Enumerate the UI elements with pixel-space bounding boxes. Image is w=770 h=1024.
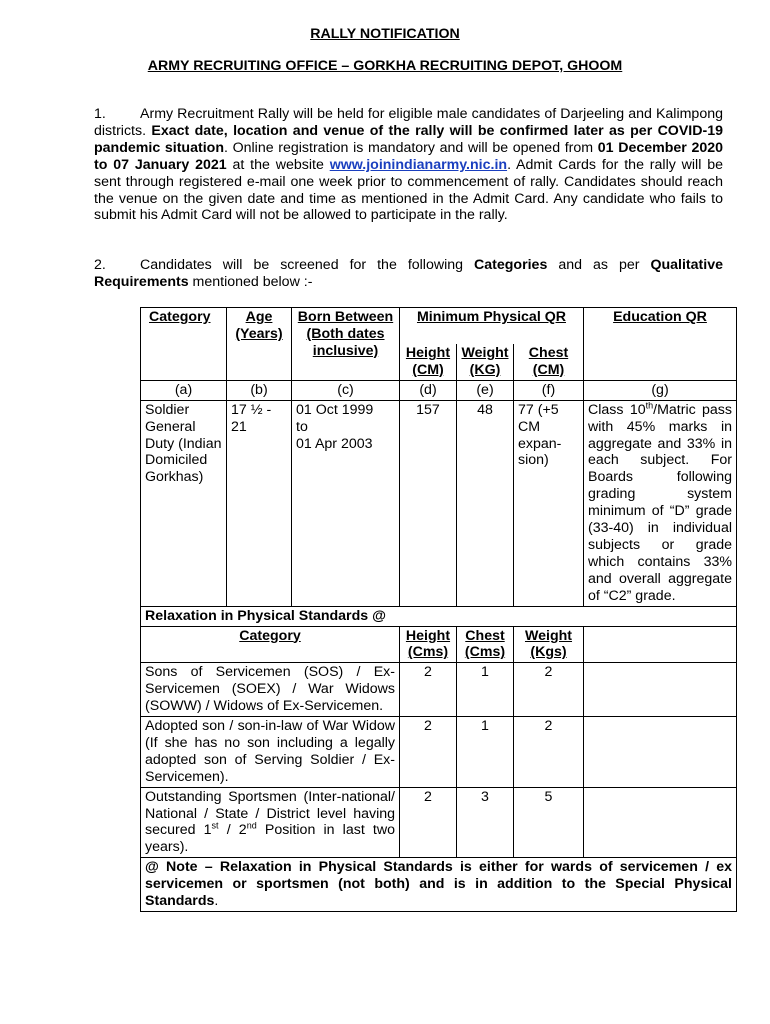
table-row [141,717,737,788]
relaxation-height: 2 [400,787,457,858]
paragraph-number: 2. [94,257,106,273]
paragraph-number: 1. [94,106,106,122]
born-to: to [296,418,308,435]
header-physical: Minimum Physical QR [400,308,584,345]
empty-cell [584,663,737,717]
sports-text-c: Position in last two years). [145,822,395,856]
paragraph-1 [94,106,723,224]
sports-text-a: Outstanding Sportsmen (Inter-national/ National / State / District level having secured 1 [145,788,395,839]
table-header-row [141,308,737,345]
table-row [141,400,737,606]
column-letter: (f) [514,380,584,400]
relaxation-title: Relaxation in Physical Standards @ [141,606,737,626]
header-chest: Chest (CM) [514,344,584,380]
relaxation-header-row [141,626,737,663]
born-from: 01 Oct 1999 [296,401,374,418]
header-education: Education QR [584,308,737,381]
relaxation-chest: 1 [457,663,514,717]
relaxation-note [141,858,737,912]
relaxation-weight: 5 [514,787,584,858]
row-chest: 77 (+5 CM expan-sion) [514,400,584,606]
para1-text-2: . Online registration is mandatory and will be opened from [224,139,598,156]
relaxation-category [141,787,400,858]
relaxation-weight: 2 [514,663,584,717]
relaxation-category: Sons of Servicemen (SOS) / Ex-Servicemen (SOEX) / War Widows (SOWW) / Widows of Ex-Servicemen. [141,663,400,717]
column-letter: (b) [227,380,292,400]
table-row [141,663,737,717]
para1-text-4: . Admit Cards for the rally will be sent through registered e-mail one week prior to commencement of rally. Candidates should reach the venue on the given date and time as mentioned in the Admit Card. Any candidate who fails to submit his Admit Card will not be allowed to participate in the rally. [94,156,723,224]
para1-text-3: at the website [226,156,330,173]
row-born [292,400,400,606]
para2-text-2: and as per [547,257,651,273]
sports-text-b: / 2 [218,822,247,839]
header-age: Age (Years) [227,308,292,381]
edu-sup: th [645,399,654,410]
column-letter: (d) [400,380,457,400]
relaxation-category: Adopted son / son-in-law of War Widow (If she has no son including a legally adopted son of Serving Soldier / Ex-Servicemen). [141,717,400,788]
relaxation-title-row [141,606,737,626]
column-letter: (a) [141,380,227,400]
empty-cell [584,626,737,663]
para2-bold-2: Qualitative Requirements [94,257,723,290]
edu-text-a: Class 10 [588,401,646,418]
table-row [141,787,737,858]
header-category: Category [141,308,227,381]
note-end: . [214,893,219,910]
relaxation-chest: 3 [457,787,514,858]
para2-bold-1: Categories [474,257,548,273]
row-age: 17 ½ - 21 [227,400,292,606]
relaxation-chest-header: Chest (Cms) [457,626,514,663]
empty-cell [584,717,737,788]
relaxation-height: 2 [400,663,457,717]
born-until: 01 Apr 2003 [296,435,373,452]
row-weight: 48 [457,400,514,606]
relaxation-category-header: Category [141,626,400,663]
relaxation-height-header: Height (Cms) [400,626,457,663]
edu-text-b: /Matric pass with 45% marks in aggregate and 33% in each subject. For Boards following grading system minimum of “D” grade (33-40) in individual subjects or grade which contains 33% and overall aggregate of “C2” grade. [588,401,732,604]
paragraph-2 [94,257,723,291]
header-weight: Weight (KG) [457,344,514,380]
para2-text-1: Candidates will be screened for the following [140,257,475,273]
column-letter-row [141,380,737,400]
header-height: Height (CM) [400,344,457,380]
relaxation-weight: 2 [514,717,584,788]
relaxation-height: 2 [400,717,457,788]
empty-cell [584,787,737,858]
column-letter: (c) [292,380,400,400]
para1-text-1: Army Recruitment Rally will be held for eligible male candidates of Darjeeling and Kalimpong districts. [94,106,723,139]
website-link[interactable]: www.joinindianarmy.nic.in [329,156,508,173]
note-text: @ Note – Relaxation in Physical Standards is either for wards of servicemen / ex servicemen or sportsmen (not both) and is in addition to the Special Physical Standards [145,859,732,910]
page-title: RALLY NOTIFICATION [310,26,460,42]
row-height: 157 [400,400,457,606]
sports-sup-1: st [211,820,219,831]
column-letter: (e) [457,380,514,400]
note-row [141,858,737,912]
relaxation-chest: 1 [457,717,514,788]
row-category: Soldier General Duty (Indian Domiciled Gorkhas) [141,400,227,606]
row-education [584,400,737,606]
relaxation-weight-header: Weight (Kgs) [514,626,584,663]
para1-bold-2: 01 December 2020 to 07 January 2021 [94,139,724,173]
column-letter: (g) [584,380,737,400]
sports-sup-2: nd [246,820,257,831]
requirements-table [140,307,737,912]
header-born: Born Between (Both dates inclusive) [292,308,400,381]
page-subtitle: ARMY RECRUITING OFFICE – GORKHA RECRUITING DEPOT, GHOOM [147,58,623,74]
para1-bold-1: Exact date, location and venue of the rally will be confirmed later as per COVID-19 pandemic situation [94,122,723,156]
para2-text-3: mentioned below :- [188,273,313,290]
